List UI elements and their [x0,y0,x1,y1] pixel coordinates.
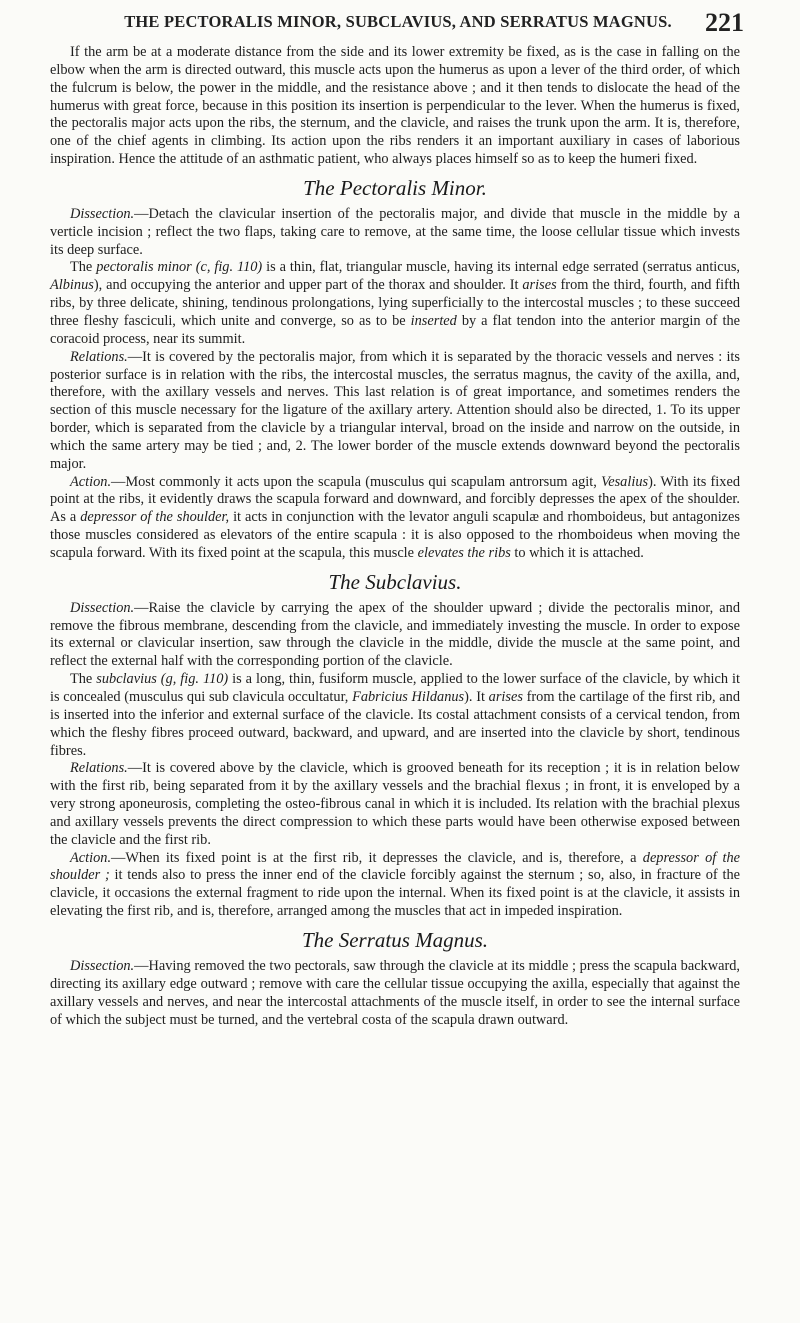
muscle-name: subclavius [96,671,157,688]
text-fragment: by a flat tendon into the anterior margin of the coracoid process, near its summit. [50,312,740,347]
pectoralis-minor-action [50,474,740,563]
text-fragment: —When its fixed point is at the first rib, it depresses the clavicle, and is, therefore, a [111,849,643,866]
running-title: THE PECTORALIS MINOR, SUBCLAVIUS, AND SERRATUS MAGNUS. [124,12,672,31]
section-title-pectoralis-minor: The Pectoralis Minor. [303,175,487,200]
label-action: Action. [70,473,112,490]
subclavius-description [50,671,740,760]
text-fragment: from the third, fourth, and fifth ribs, by three delicate, shining, tendinous prolongations, lying superficially to the intercostal muscles ; to these succeed three fleshy fasciculi, which unite and converge, so as to be [50,277,740,329]
label-relations: Relations. [70,348,128,365]
text-fragment: The [70,259,97,276]
subclavius-action [50,850,740,921]
label-dissection: Dissection. [70,205,135,222]
page-body [50,44,740,1029]
intro-paragraph: If the arm be at a moderate distance from the side and its lower extremity be fixed, as is the case in falling on the elbow when the arm is directed outward, this muscle acts upon the humerus as upon a lever of the third order, of which the fulcrum is below, the power in the middle, and the resistance above ; and it then tends to dislocate the head of the humerus with great force, because in this position its insertion is perpendicular to the lever. When the humerus is fixed, the pectoralis major acts upon the ribs, the sternum, and the clavicle, and raises the trunk upon the arm. It is, therefore, one of the chief agents in climbing. Its action upon the ribs renders it an important auxiliary in cases of laborious inspiration. Hence the attitude of an asthmatic patient, who always places himself so as to keep the humeri fixed. [50,44,740,168]
section-title-serratus-magnus: The Serratus Magnus. [301,927,489,952]
section-title-subclavius: The Subclavius. [328,569,462,594]
text-fragment: from the cartilage of the first rib, and is inserted into the inferior and external surface of the clavicle. Its costal attachment consists of a cervical tendon, from which the fleshy fibres proceed outward, backward, and upward, and are inserted into the clavicle by short, tendinous fibres. [50,689,740,759]
text-fragment: it acts in conjunction with the levator anguli scapulæ and rhomboideus, but antagonizes those muscles considered as elevators of the entire scapula : it is also opposed to the rhomboideus when moving the scapula forward. With its fixed point at the scapula, this muscle [50,509,740,561]
page-number: 221 [705,8,744,37]
text-dissection: —Detach the clavicular insertion of the pectoralis major, and divide that muscle in the middle by a verticle incision ; reflect the two flaps, taking care to remove, at the same time, the loose cellular tissue which invests its deep surface. [50,205,740,258]
subclavius-dissection [50,600,740,671]
term-arises: arises [522,277,557,294]
figure-reference: (g, fig. 110) [156,671,229,688]
author-name: Vesalius [601,473,649,490]
pectoralis-minor-description [50,259,740,348]
text-fragment: to which it is attached. [510,544,644,561]
label-action: Action. [70,849,112,866]
term-inserted: inserted [410,312,457,329]
text-fragment: The [70,671,97,688]
text-fragment: is a thin, flat, triangular muscle, having its internal edge serrated (serratus anticus, [262,259,741,276]
text-fragment: it tends also to press the inner end of the clavicle forcibly against the sternum ; so, also, in fracture of the clavicle, it occasions the external fragment to ride upon the internal. When its fixed point is at the clavicle, it assists in elevating the first rib, and is, therefore, arranged among the muscles that act in impeded inspiration. [50,867,740,920]
label-relations: Relations. [70,760,128,777]
term-elevates: elevates the ribs [417,544,511,561]
text-relations: —It is covered above by the clavicle, which is grooved beneath for its reception ; it is in relation below with the first rib, being separated from it by the axillary vessels and the brachial flexus ; in front, it is enveloped by a very strong aponeurosis, completing the osteo-fibrous canal in which it is included. Its relation with the brachial plexus and axillary vessels prevents the direct compression to which these parts would have been otherwise exposed between the clavicle and the first rib. [50,760,740,848]
author-name: Albinus [50,277,94,294]
muscle-name: pectoralis minor [96,259,192,276]
text-dissection: —Having removed the two pectorals, saw through the clavicle at its middle ; press the scapula backward, directing its axillary edge outward ; remove with care the cellular tissue occupying the axilla, especially that against the axillary vessels and nerves, and near the intercostal attachments of the muscle itself, in order to see the internal surface of which the subject must be turned, and the vertebral costa of the scapula drawn outward. [50,957,740,1028]
term-arises: arises [488,689,523,705]
term-depressor: depressor of the shoulder ; [50,849,741,884]
label-dissection: Dissection. [70,957,135,974]
author-name: Fabricius Hildanus [352,689,465,705]
text-fragment: ). With its fixed point at the ribs, it evidently draws the scapula forward and downward, and forcibly depresses the apex of the shoulder. As a [50,473,740,526]
figure-reference: (c, fig. 110) [191,259,263,276]
text-fragment: ). It [464,689,489,705]
label-dissection: Dissection. [70,599,135,616]
page-header [56,8,744,42]
text-fragment: ), and occupying the anterior and upper part of the thorax and shoulder. It [93,277,523,294]
pectoralis-minor-dissection [50,206,740,260]
pectoralis-minor-relations [50,349,740,474]
text-fragment: —Most commonly it acts upon the scapula (musculus qui scapulam antrorsum agit, [111,473,602,490]
text-relations: —It is covered by the pectoralis major, from which it is separated by the thoracic vessels and nerves : its posterior surface is in relation with the ribs, the intercostal muscles, the serratus magnus, the cavity of the axilla, and, therefore, with the axillary vessels and nerves. This last relation is of great importance, and sometimes renders the section of this muscle necessary for the ligature of the axillary artery. Attention should also be directed, 1. To its upper border, which is separated from the clavicle by a triangular interval, broad on the inside and narrow on the outside, in which the same artery may be tied ; and, 2. The lower border of the muscle extends downward beyond the pectoralis major. [50,348,740,472]
serratus-magnus-dissection [50,958,740,1029]
text-fragment: is a long, thin, fusiform muscle, applied to the lower surface of the clavicle, by which it is concealed (musculus qui sub clavicula occultatur, [50,671,741,705]
subclavius-relations [50,760,740,849]
term-depressor: depressor of the shoulder, [80,509,230,526]
text-dissection: —Raise the clavicle by carrying the apex of the shoulder upward ; divide the pectoralis minor, and remove the fibrous membrane, descending from the clavicle, and immediately investing the muscle. In order to expose its external or clavicular insertion, saw through the clavicle in the middle, divide the muscle at the same point, and reflect the external half with the corresponding portion of the clavicle. [50,599,740,670]
